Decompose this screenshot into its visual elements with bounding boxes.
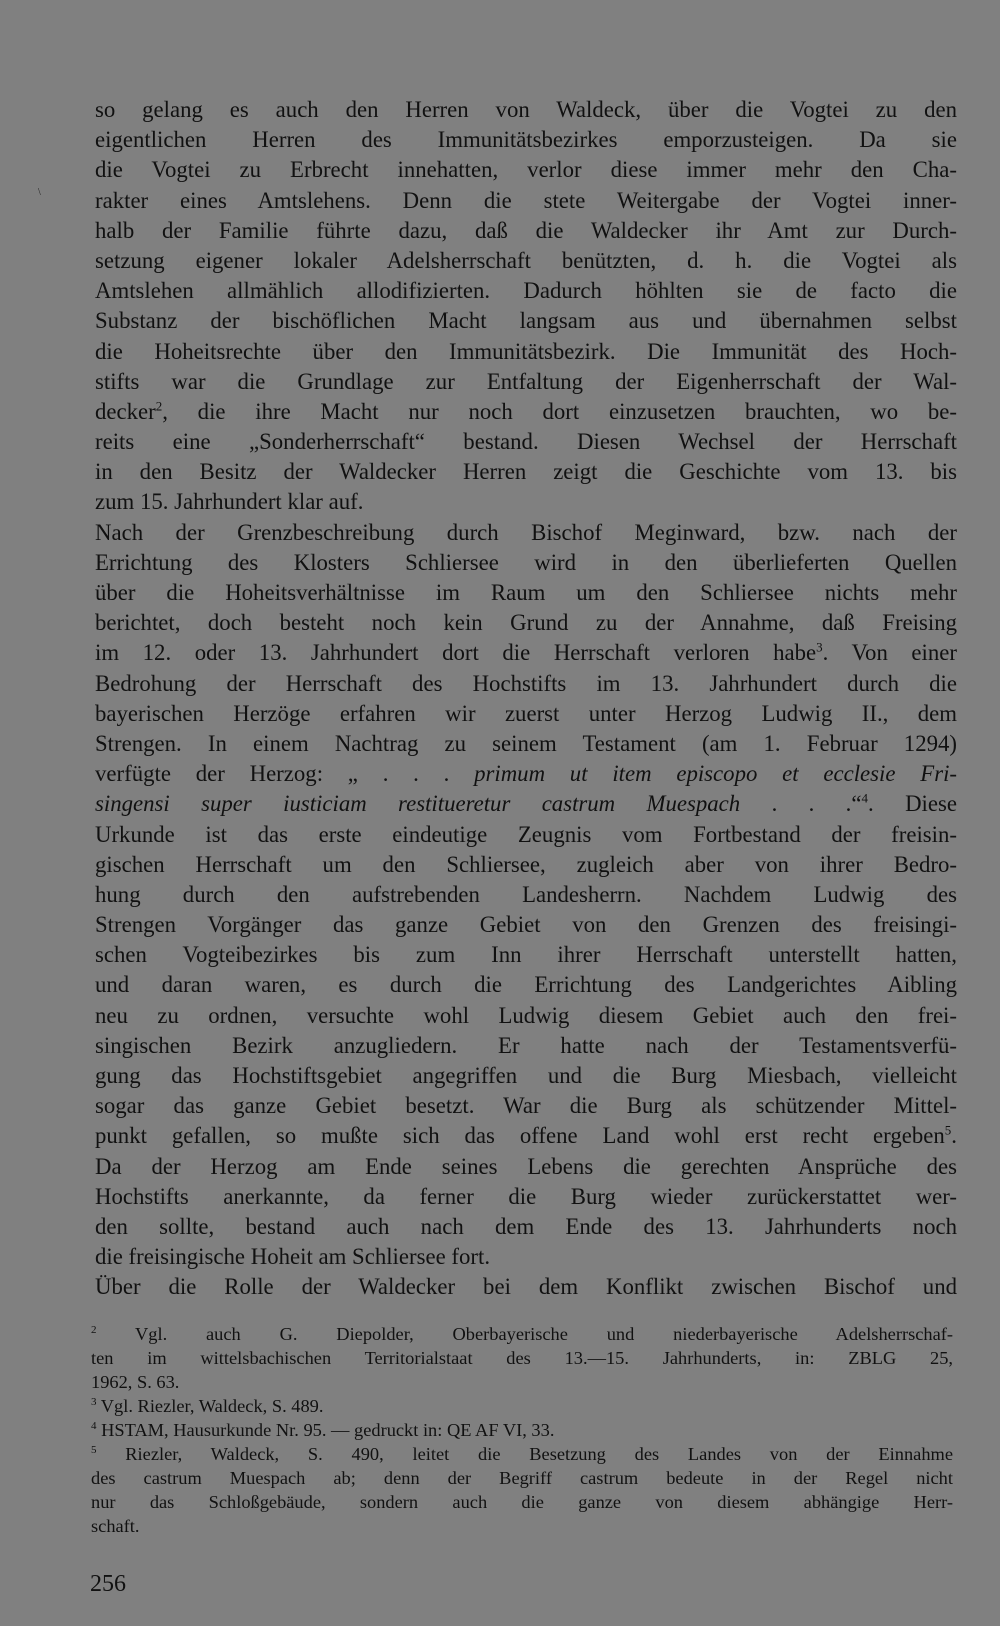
text-line: gischen Herrschaft um den Schliersee, zugleich aber von ihrer Bedro- — [95, 851, 957, 877]
text-line: Errichtung des Klosters Schliersee wird in den überlieferten Quellen — [95, 549, 957, 575]
text-line: rakter eines Amtslehens. Denn die stete Weitergabe der Vogtei inner- — [95, 187, 957, 213]
text-line: Substanz der bischöflichen Macht langsam aus und übernahmen selbst — [95, 308, 957, 334]
text-line: eigentlichen Herren des Immunitätsbezirkes emporzusteigen. Da sie — [95, 127, 957, 153]
text-line: Bedrohung der Herrschaft des Hochstifts im 13. Jahrhundert durch die — [95, 670, 957, 696]
page-number: 256 — [90, 1571, 126, 1597]
text-segment: im 12. oder 13. Jahrhundert dort die Herrschaft verloren habe — [95, 640, 817, 666]
footnote-ref-5[interactable]: 5 — [944, 1122, 952, 1138]
text-line: Strengen Vorgänger das ganze Gebiet von den Grenzen des freisingi- — [95, 912, 957, 938]
text-line — [95, 638, 957, 668]
footnote-marker: 5 — [91, 1443, 97, 1456]
text-line: singischen Bezirk anzugliedern. Er hatte nach der Testamentsverfü- — [95, 1032, 957, 1058]
footnote-line — [91, 1394, 953, 1418]
text-segment: . Von einer — [822, 640, 957, 666]
text-line: setzung eigener lokaler Adelsherrschaft benützten, d. h. die Vogtei als — [95, 247, 957, 273]
text-segment: decker — [95, 398, 156, 424]
text-line — [95, 789, 957, 819]
footnote-line — [91, 1442, 953, 1466]
footnote-text: HSTAM, Hausurkunde Nr. 95. — gedruckt in: QE AF VI, 33. — [96, 1420, 555, 1440]
stray-ink-mark: \ — [38, 187, 41, 198]
footnote-line: des castrum Muespach ab; denn der Begriff castrum bedeute in der Regel nicht — [91, 1468, 953, 1488]
footnote-marker: 2 — [91, 1323, 97, 1336]
footnotes — [91, 1322, 953, 1538]
footnote-marker: 4 — [91, 1419, 97, 1432]
text-line — [95, 397, 957, 427]
text-line: so gelang es auch den Herren von Waldeck, über die Vogtei zu den — [95, 97, 957, 122]
text-line: Hochstifts anerkannte, da ferner die Burg wieder zurückerstattet wer- — [95, 1183, 957, 1209]
text-line: stifts war die Grundlage zur Entfaltung der Eigenherrschaft der Wal- — [95, 368, 957, 394]
text-line: hung durch den aufstrebenden Landesherrn. Nachdem Ludwig des — [95, 881, 957, 907]
text-line: sogar das ganze Gebiet besetzt. War die Burg als schützender Mittel- — [95, 1093, 957, 1119]
text-line: Amtslehen allmählich allodifizierten. Dadurch höhlten sie de facto die — [95, 278, 957, 304]
text-line: Nach der Grenzbeschreibung durch Bischof Meginward, bzw. nach der — [95, 519, 957, 545]
text-segment: verfügte der Herzog: „ . . . — [95, 761, 475, 787]
text-line — [95, 1121, 957, 1151]
footnote-ref-4[interactable]: 4 — [861, 790, 869, 806]
footnote-line — [91, 1418, 953, 1442]
footnote-line: 1962, S. 63. — [91, 1372, 180, 1392]
text-line: Strengen. In einem Nachtrag zu seinem Testament (am 1. Februar 1294) — [95, 730, 957, 756]
footnote-text: Riezler, Waldeck, S. 490, leitet die Besetzung des Landes von der Einnahme — [96, 1444, 953, 1464]
latin-quotation: singensi super iusticiam restitueretur castrum Muespach — [95, 791, 741, 817]
text-line: über die Hoheitsverhältnisse im Raum um den Schliersee nichts mehr — [95, 580, 957, 605]
text-line: in den Besitz der Waldecker Herren zeigt die Geschichte vom 13. bis — [95, 459, 957, 485]
text-line: gung das Hochstiftsgebiet angegriffen und die Burg Miesbach, vielleicht — [95, 1063, 957, 1088]
text-segment: . . .“ — [740, 791, 862, 817]
footnote-text: Vgl. auch G. Diepolder, Oberbayerische und niederbayerische Adelsherrschaf- — [96, 1324, 953, 1344]
text-line — [95, 759, 957, 789]
text-line: reits eine „Sonderherrschaft“ bestand. Diesen Wechsel der Herrschaft — [95, 429, 957, 455]
footnote-text: Vgl. Riezler, Waldeck, S. 489. — [96, 1396, 324, 1416]
text-line: Urkunde ist das erste eindeutige Zeugnis vom Fortbestand der freisin- — [95, 821, 957, 847]
footnote-line — [91, 1322, 953, 1346]
footnote-line: nur das Schloßgebäude, sondern auch die ganze von diesem abhängige Herr- — [91, 1492, 953, 1512]
footnote-marker: 3 — [91, 1395, 97, 1408]
text-line: die Vogtei zu Erbrecht innehatten, verlor diese immer mehr den Cha- — [95, 157, 957, 183]
text-line: zum 15. Jahrhundert klar auf. — [95, 489, 364, 515]
text-line: schen Vogteibezirkes bis zum Inn ihrer Herrschaft unterstellt hatten, — [95, 942, 957, 968]
text-segment: . — [951, 1123, 957, 1149]
text-segment: . Diese — [868, 791, 957, 817]
text-line: Über die Rolle der Waldecker bei dem Konflikt zwischen Bischof und — [95, 1274, 957, 1300]
latin-quotation: primum ut item episcopo et ecclesie Fri- — [474, 761, 957, 787]
text-line: die freisingische Hoheit am Schliersee fort. — [95, 1244, 491, 1270]
text-line: berichtet, doch besteht noch kein Grund zu der Annahme, daß Freising — [95, 610, 957, 636]
footnote-line: ten im wittelsbachischen Territorialstaat des 13.—15. Jahrhunderts, in: ZBLG 25, — [91, 1348, 953, 1368]
footnote-ref-3[interactable]: 3 — [816, 639, 823, 655]
footnote-line: schaft. — [91, 1516, 140, 1536]
text-segment: punkt gefallen, so mußte sich das offene Land wohl erst recht ergeben — [95, 1123, 945, 1149]
text-line: und daran waren, es durch die Errichtung des Landgerichtes Aibling — [95, 972, 957, 998]
text-line: Da der Herzog am Ende seines Lebens die gerechten Ansprüche des — [95, 1153, 957, 1179]
footnote-ref-2[interactable]: 2 — [155, 398, 163, 414]
text-segment: , die ihre Macht nur noch dort einzusetzen brauchten, wo be- — [162, 398, 957, 424]
text-line: halb der Familie führte dazu, daß die Waldecker ihr Amt zur Durch- — [95, 217, 957, 243]
text-line: den sollte, bestand auch nach dem Ende des 13. Jahrhunderts noch — [95, 1213, 957, 1239]
text-line: neu zu ordnen, versuchte wohl Ludwig diesem Gebiet auch den frei- — [95, 1002, 957, 1028]
text-line: die Hoheitsrechte über den Immunitätsbezirk. Die Immunität des Hoch- — [95, 338, 957, 364]
text-line: bayerischen Herzöge erfahren wir zuerst unter Herzog Ludwig II., dem — [95, 700, 957, 726]
main-text — [95, 95, 957, 1303]
